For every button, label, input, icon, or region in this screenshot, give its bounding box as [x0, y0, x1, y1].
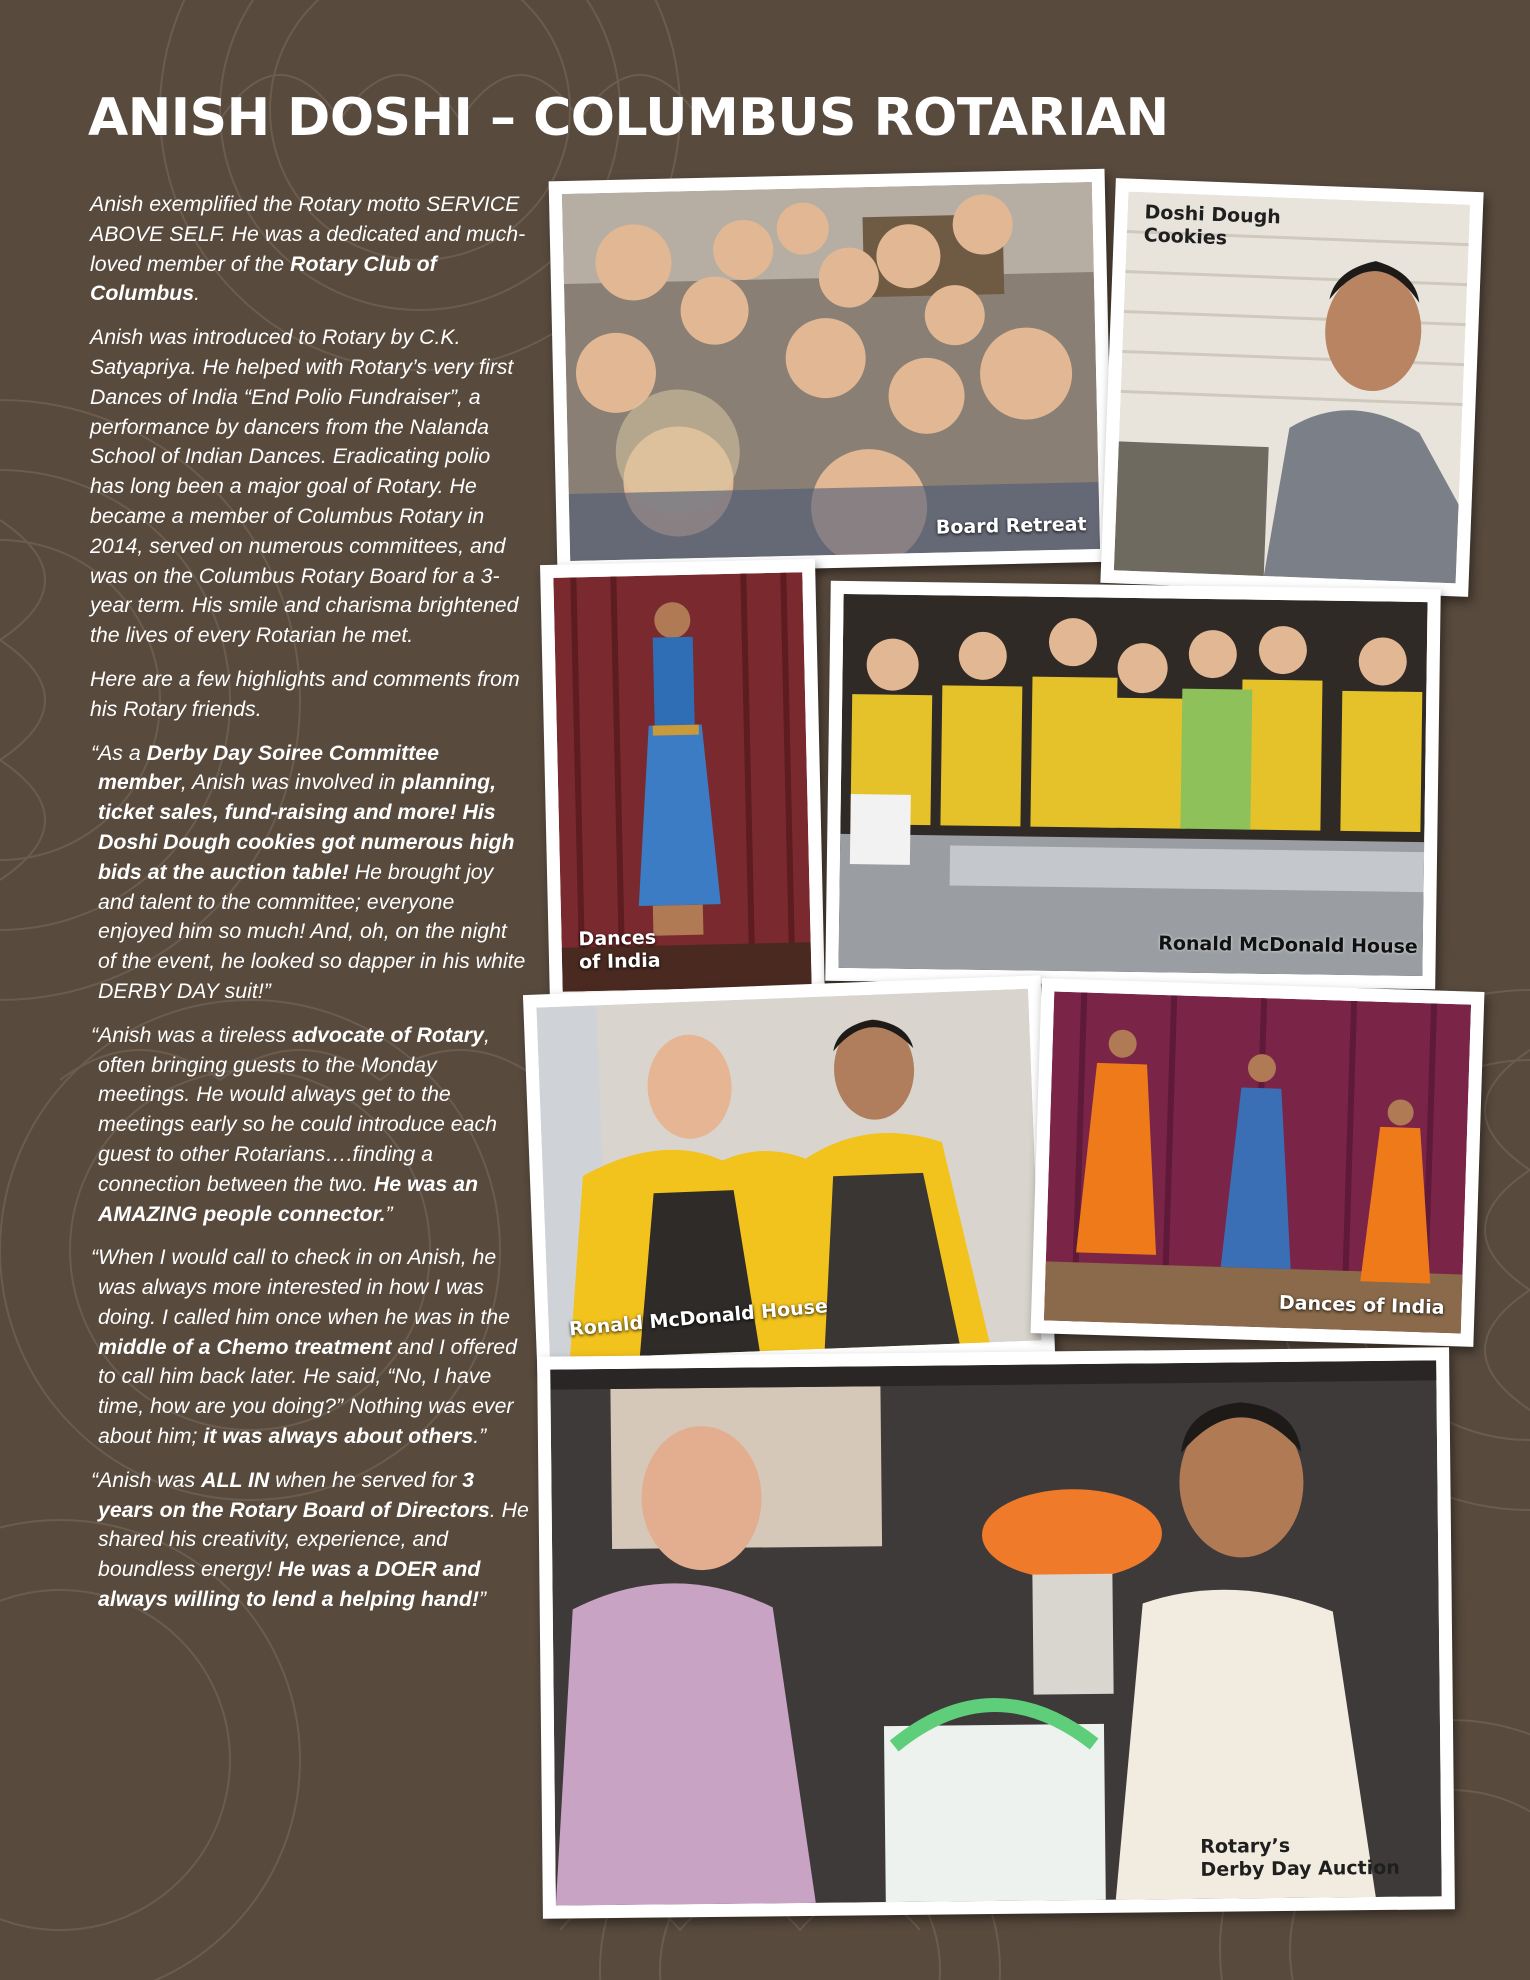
- quote-text: , often bringing guests to the Monday meetings. He would always get to the meetings early so he could introduce each guest to other Rotarians….finding a connection between the two.: [98, 1022, 497, 1196]
- caption-line: Doshi Dough: [1144, 201, 1282, 229]
- highlights-paragraph: Here are a few highlights and comments from his Rotary friends.: [90, 666, 520, 721]
- quote-emphasis: ALL IN: [201, 1467, 270, 1492]
- photo-rmh-group: [825, 581, 1441, 989]
- caption-board-retreat: Board Retreat: [935, 513, 1087, 539]
- quote-text: He brought joy and talent to the committee; everyone enjoyed him so much! And, oh, on the night of the event, he looked so dapper in his white DERBY DAY suit!”: [98, 859, 526, 1003]
- caption-rmh-group: Ronald McDonald House: [1158, 932, 1418, 958]
- photo-dances-group: [1031, 978, 1485, 1347]
- caption-doshi-dough: [1143, 201, 1281, 252]
- quote-text: when he served for: [269, 1467, 463, 1492]
- quote-derby-day: [90, 739, 530, 1007]
- intro-text: Anish exemplified the Rotary motto SERVICE ABOVE SELF. He was a dedicated and much-loved member of the: [90, 192, 526, 276]
- quote-advocate: [90, 1021, 530, 1230]
- quote-text: “When I would call to check in on Anish, he was always more interested in how I was doing. I called him once when he was in the: [91, 1245, 510, 1329]
- caption-derby-auction: [1200, 1834, 1400, 1882]
- quote-text: and I offered to call him back later. He said, “No, I have time, how are you doing?” Nothing was ever about him;: [98, 1334, 517, 1449]
- caption-dances-group: Dances of India: [1278, 1291, 1445, 1319]
- derby-auction-image: [550, 1360, 1442, 1905]
- quote-all-in: [90, 1466, 530, 1615]
- caption-rmh-duo: Ronald McDonald House: [568, 1295, 829, 1341]
- caption-line: of India: [578, 949, 661, 974]
- doshi-portrait-image: [1114, 192, 1470, 584]
- intro-paragraph: [90, 190, 530, 309]
- club-name: Rotary Club of Columbus: [90, 251, 437, 306]
- quote-emphasis: it was always about others: [203, 1424, 474, 1449]
- quote-emphasis: middle of a Chemo treatment: [98, 1334, 392, 1359]
- photo-derby-auction: [537, 1347, 1455, 1919]
- quote-emphasis: He was an AMAZING people connector.: [98, 1171, 479, 1226]
- quote-emphasis: planning, ticket sales, fund-raising and more! His Doshi Dough cookies got numerous high bids at the auction table!: [98, 770, 515, 884]
- intro-end: .: [194, 281, 201, 306]
- quote-text: , Anish was involved in: [180, 770, 402, 795]
- quote-emphasis: advocate of Rotary: [292, 1022, 484, 1047]
- group-selfie-image: [562, 182, 1100, 561]
- quote-text: ”: [385, 1201, 393, 1226]
- volunteers-image: [838, 594, 1427, 976]
- caption-line: Dances: [578, 926, 657, 951]
- dance-group-image: [1044, 992, 1471, 1334]
- quote-emphasis: He was a DOER and always willing to lend a helping hand!: [98, 1557, 481, 1612]
- page-title: ANISH DOSHI – COLUMBUS ROTARIAN: [88, 88, 1169, 148]
- quote-text: . He shared his creativity, experience, and boundless energy!: [98, 1497, 529, 1582]
- quote-text: .”: [473, 1424, 487, 1449]
- quote-text: “As a: [91, 740, 147, 765]
- bio-paragraph: Anish was introduced to Rotary by C.K. Satyapriya. He helped with Rotary’s very first Dances of India “End Polio Fundraiser”, a performance by dancers from the Nalanda School of Indian Dances. Eradicating polio has long been a major goal of Rotary. He became a member of Columbus Rotary in 2014, served on numerous committees, and was on the Columbus Rotary Board for a 3-year term. His smile and charisma brightened the lives of every Rotarian he met.: [90, 325, 519, 648]
- quote-text: “Anish was a tireless: [91, 1022, 293, 1047]
- quote-emphasis: Derby Day Soiree Committee member: [98, 740, 439, 795]
- quote-emphasis: 3 years on the Rotary Board of Directors: [98, 1467, 490, 1522]
- quote-chemo: [90, 1243, 530, 1452]
- article-body: [90, 190, 530, 1629]
- caption-dances-solo: [578, 927, 660, 975]
- photo-rmh-duo: [523, 975, 1055, 1373]
- photo-board-retreat: [549, 169, 1114, 575]
- caption-line: Derby Day Auction: [1200, 1856, 1400, 1881]
- photo-dances-solo: [540, 559, 825, 1005]
- caption-line: Cookies: [1143, 224, 1228, 250]
- quote-text: ”: [479, 1587, 487, 1612]
- photo-doshi-dough: [1100, 178, 1483, 597]
- caption-line: Rotary’s: [1200, 1834, 1291, 1858]
- quote-text: “Anish was: [91, 1467, 202, 1492]
